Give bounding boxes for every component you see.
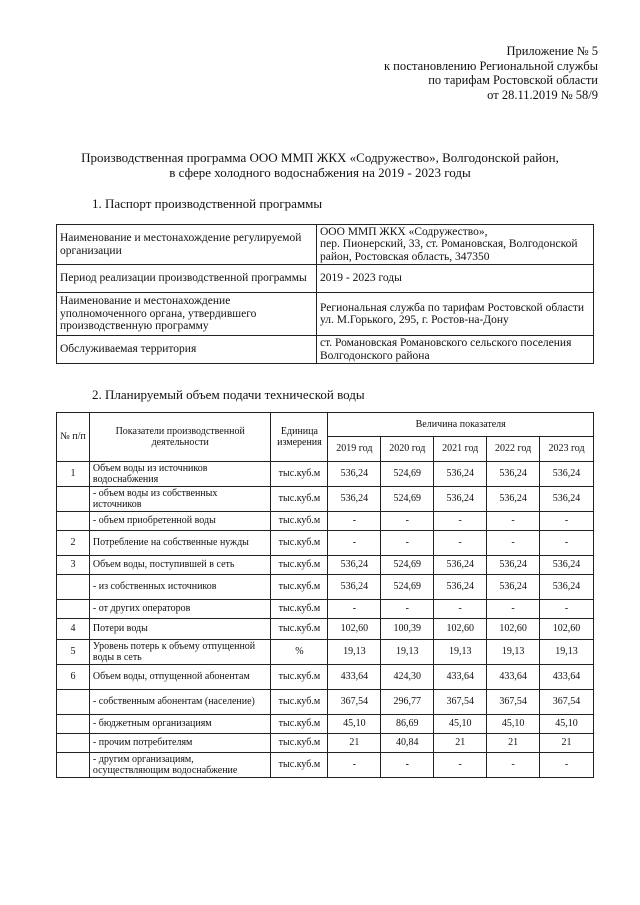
row-value: 536,24 — [540, 575, 594, 600]
row-num: 4 — [57, 619, 90, 640]
row-unit: тыс.куб.м — [271, 753, 328, 778]
table-row — [57, 531, 594, 556]
row-value: - — [540, 600, 594, 619]
row-value: - — [328, 531, 381, 556]
header-unit: Единица измерения — [271, 413, 328, 462]
row-num — [57, 734, 90, 753]
row-unit: тыс.куб.м — [271, 619, 328, 640]
appendix-line: Приложение № 5 — [506, 44, 598, 58]
row-value: 102,60 — [328, 619, 381, 640]
header-indicator: Показатели производственной деятельности — [89, 413, 271, 462]
row-value: 536,24 — [434, 556, 487, 575]
row-indicator: - от других операторов — [89, 600, 271, 619]
row-indicator: Уровень потерь к объему отпущенной воды в сеть — [89, 640, 271, 665]
row-indicator: Объем воды, поступившей в сеть — [89, 556, 271, 575]
row-unit: тыс.куб.м — [271, 531, 328, 556]
table-row — [57, 640, 594, 665]
passport-value-line: пер. Пионерский, 33, ст. Романовская, Волгодонской район, Ростовская область, 347350 — [320, 238, 578, 263]
header-year: 2021 год — [434, 437, 487, 462]
row-unit: тыс.куб.м — [271, 512, 328, 531]
row-indicator: Потери воды — [89, 619, 271, 640]
row-indicator: - бюджетным организациям — [89, 715, 271, 734]
row-value: 536,24 — [328, 556, 381, 575]
row-value: 536,24 — [434, 487, 487, 512]
header-num: № п/п — [57, 413, 90, 462]
table-row — [57, 619, 594, 640]
row-value: 86,69 — [381, 715, 434, 734]
passport-label: Наименование и местонахождение регулируемой организации — [57, 225, 317, 265]
row-indicator: - объем приобретенной воды — [89, 512, 271, 531]
table-body — [57, 462, 594, 778]
row-value: - — [487, 512, 540, 531]
row-value: 536,24 — [328, 575, 381, 600]
passport-label: Обслуживаемая территория — [57, 336, 317, 364]
row-value: 524,69 — [381, 487, 434, 512]
table-row — [57, 753, 594, 778]
row-value: 296,77 — [381, 690, 434, 715]
row-value: - — [434, 753, 487, 778]
row-unit: тыс.куб.м — [271, 715, 328, 734]
row-value: 19,13 — [328, 640, 381, 665]
row-value: 433,64 — [540, 665, 594, 690]
row-indicator: Объем воды из источников водоснабжения — [89, 462, 271, 487]
table-row — [57, 462, 594, 487]
row-unit: тыс.куб.м — [271, 665, 328, 690]
row-value: - — [434, 600, 487, 619]
row-value: - — [487, 531, 540, 556]
row-indicator: - из собственных источников — [89, 575, 271, 600]
row-value: 536,24 — [487, 556, 540, 575]
row-num: 3 — [57, 556, 90, 575]
row-value: 45,10 — [540, 715, 594, 734]
passport-label: Наименование и местонахождение уполномоченного органа, утвердившего производственную программу — [57, 293, 317, 336]
row-value: 19,13 — [540, 640, 594, 665]
row-value: 536,24 — [328, 487, 381, 512]
row-value: 367,54 — [540, 690, 594, 715]
row-unit: тыс.куб.м — [271, 734, 328, 753]
row-num — [57, 600, 90, 619]
table-header-row — [57, 413, 594, 437]
row-value: 536,24 — [434, 575, 487, 600]
row-value: 536,24 — [540, 462, 594, 487]
row-value: 433,64 — [434, 665, 487, 690]
row-value: 536,24 — [487, 575, 540, 600]
appendix-header — [384, 44, 598, 102]
section-heading-passport: 1. Паспорт производственной программы — [92, 196, 323, 211]
row-indicator: - прочим потребителям — [89, 734, 271, 753]
row-value: - — [487, 753, 540, 778]
row-value: - — [540, 531, 594, 556]
row-unit: тыс.куб.м — [271, 575, 328, 600]
passport-value-line: Региональная служба по тарифам Ростовской области — [320, 301, 585, 314]
row-value: - — [381, 600, 434, 619]
section-heading-volume: 2. Планируемый объем подачи технической воды — [92, 387, 365, 402]
row-num: 6 — [57, 665, 90, 690]
row-value: 367,54 — [434, 690, 487, 715]
appendix-line: от 28.11.2019 № 58/9 — [487, 87, 598, 102]
row-value: - — [540, 753, 594, 778]
header-year: 2020 год — [381, 437, 434, 462]
row-num — [57, 512, 90, 531]
row-value: 21 — [328, 734, 381, 753]
row-value: 45,10 — [434, 715, 487, 734]
appendix-line: по тарифам Ростовской области — [428, 73, 598, 87]
row-unit: тыс.куб.м — [271, 462, 328, 487]
passport-table — [56, 224, 594, 364]
row-unit: % — [271, 640, 328, 665]
passport-value — [317, 225, 594, 265]
row-value: 45,10 — [487, 715, 540, 734]
row-value: 100,39 — [381, 619, 434, 640]
row-value: 433,64 — [328, 665, 381, 690]
passport-row — [57, 293, 594, 336]
row-indicator: Объем воды, отпущенной абонентам — [89, 665, 271, 690]
row-value: 21 — [434, 734, 487, 753]
row-value: - — [487, 600, 540, 619]
table-row — [57, 600, 594, 619]
row-value: - — [381, 512, 434, 531]
table-row — [57, 665, 594, 690]
row-unit: тыс.куб.м — [271, 556, 328, 575]
row-value: 367,54 — [487, 690, 540, 715]
passport-row — [57, 336, 594, 364]
header-year: 2023 год — [540, 437, 594, 462]
table-row — [57, 715, 594, 734]
passport-row — [57, 225, 594, 265]
row-value: 102,60 — [540, 619, 594, 640]
row-unit: тыс.куб.м — [271, 487, 328, 512]
row-value: 536,24 — [487, 487, 540, 512]
water-volume-table — [56, 412, 594, 778]
row-value: 536,24 — [328, 462, 381, 487]
row-indicator: - собственным абонентам (население) — [89, 690, 271, 715]
passport-value-line: ул. М.Горького, 295, г. Ростов-на-Дону — [320, 314, 509, 326]
row-value: 19,13 — [487, 640, 540, 665]
row-value: 19,13 — [434, 640, 487, 665]
row-num: 2 — [57, 531, 90, 556]
row-indicator: Потребление на собственные нужды — [89, 531, 271, 556]
row-value: 536,24 — [487, 462, 540, 487]
row-value: 524,69 — [381, 575, 434, 600]
passport-value-line: 2019 - 2023 годы — [320, 272, 402, 285]
row-value: 524,69 — [381, 462, 434, 487]
row-unit: тыс.куб.м — [271, 600, 328, 619]
passport-value-line: ООО ММП ЖКХ «Содружество», — [320, 225, 488, 238]
row-value: - — [381, 531, 434, 556]
table-row — [57, 512, 594, 531]
table-row — [57, 690, 594, 715]
table-row — [57, 734, 594, 753]
row-num — [57, 487, 90, 512]
row-value: 40,84 — [381, 734, 434, 753]
row-value: - — [328, 753, 381, 778]
header-year: 2022 год — [487, 437, 540, 462]
passport-row — [57, 265, 594, 293]
appendix-line: к постановлению Региональной службы — [383, 58, 598, 73]
row-value: 424,30 — [381, 665, 434, 690]
row-num — [57, 715, 90, 734]
row-value: 367,54 — [328, 690, 381, 715]
passport-label: Период реализации производственной программы — [57, 265, 317, 293]
row-num — [57, 753, 90, 778]
header-year: 2019 год — [328, 437, 381, 462]
row-num: 1 — [57, 462, 90, 487]
row-value: - — [434, 512, 487, 531]
passport-value — [317, 293, 594, 336]
row-value: 102,60 — [487, 619, 540, 640]
row-value: 536,24 — [540, 487, 594, 512]
passport-value-line: ст. Романовская Романовского сельского поселения Волгодонского района — [320, 337, 572, 362]
passport-value — [317, 265, 594, 293]
header-value-group: Величина показателя — [328, 413, 594, 437]
table-row — [57, 556, 594, 575]
document-title — [40, 150, 600, 180]
row-value: - — [540, 512, 594, 531]
row-value: 21 — [487, 734, 540, 753]
row-indicator: - объем воды из собственных источников — [89, 487, 271, 512]
table-row — [57, 575, 594, 600]
row-num: 5 — [57, 640, 90, 665]
title-line: в сфере холодного водоснабжения на 2019 - 2023 годы — [169, 165, 471, 180]
row-value: 102,60 — [434, 619, 487, 640]
passport-value — [317, 336, 594, 364]
row-value: - — [381, 753, 434, 778]
row-value: 45,10 — [328, 715, 381, 734]
table-row — [57, 487, 594, 512]
row-value: - — [434, 531, 487, 556]
row-value: 524,69 — [381, 556, 434, 575]
row-num — [57, 690, 90, 715]
row-num — [57, 575, 90, 600]
row-value: 433,64 — [487, 665, 540, 690]
row-value: 19,13 — [381, 640, 434, 665]
row-value: - — [328, 512, 381, 531]
row-value: 536,24 — [434, 462, 487, 487]
row-value: 536,24 — [540, 556, 594, 575]
title-line: Производственная программа ООО ММП ЖКХ «Содружество», Волгодонской район, — [81, 150, 559, 165]
row-unit: тыс.куб.м — [271, 690, 328, 715]
row-value: 21 — [540, 734, 594, 753]
row-indicator: - другим организациям, осуществляющим водоснабжение — [89, 753, 271, 778]
row-value: - — [328, 600, 381, 619]
